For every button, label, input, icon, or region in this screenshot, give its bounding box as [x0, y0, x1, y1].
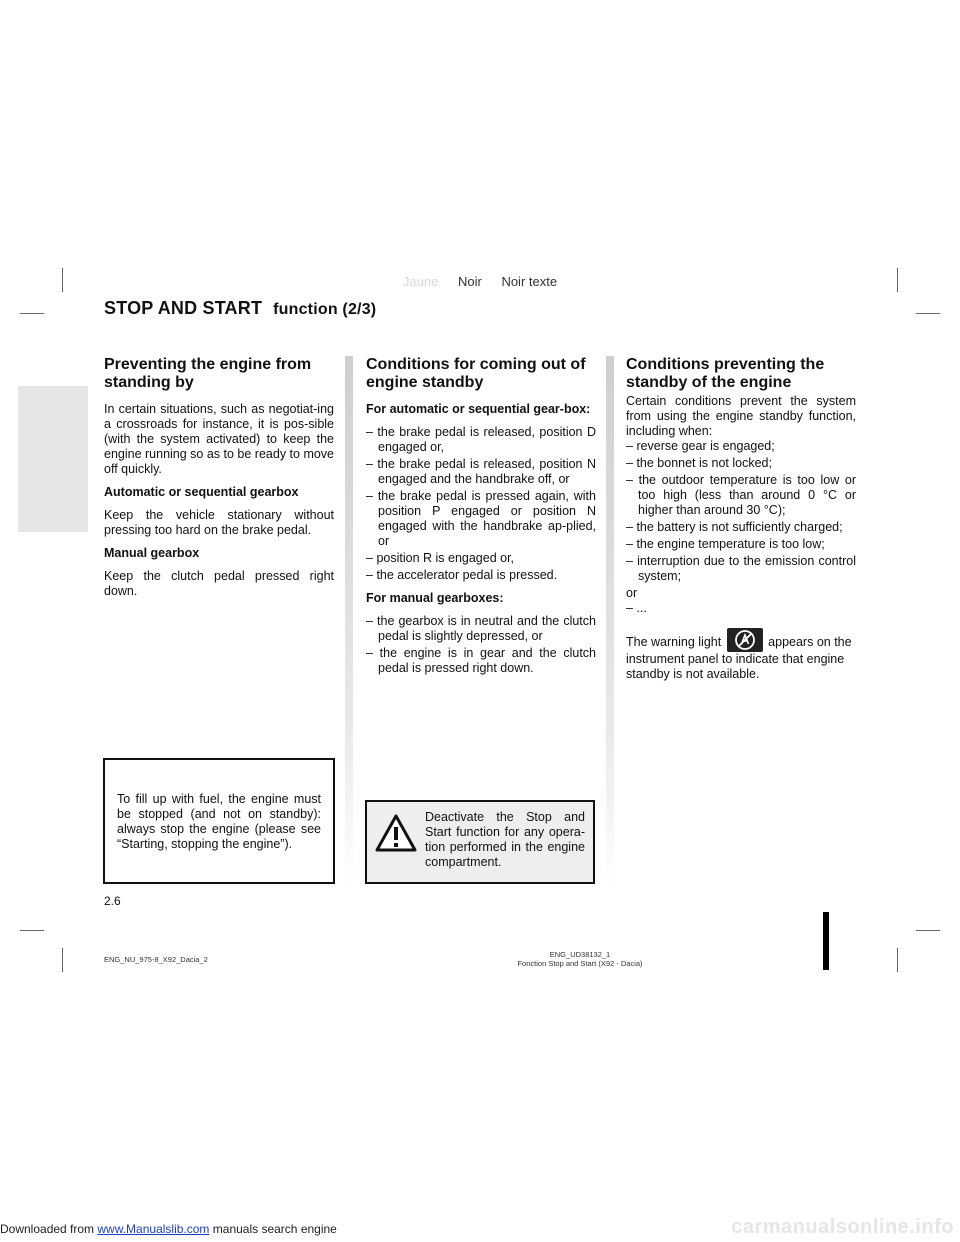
color-registration	[0, 274, 960, 289]
col1-manual-text: Keep the clutch pedal pressed right down.	[104, 569, 334, 598]
list-item: – the engine temperature is too low;	[626, 537, 856, 552]
crop-mark	[916, 313, 940, 314]
col3-ellipsis-list	[626, 601, 856, 616]
color-jaune: Jaune	[402, 274, 439, 289]
footer-right-line2: Fonction Stop and Start (X92 - Dacia)	[517, 959, 643, 968]
crop-mark	[897, 948, 898, 972]
list-item: – ...	[626, 601, 856, 616]
list-item: – the engine is in gear and the clutch pedal is pressed right down.	[366, 646, 596, 676]
column-coming-out-standby	[366, 356, 596, 684]
page-number: 2.6	[104, 894, 121, 908]
color-noir: Noir	[457, 274, 482, 289]
col3-warning-light-text	[626, 628, 856, 682]
col2-manual-list	[366, 614, 596, 676]
list-item: – the brake pedal is released, position N engaged and the handbrake off, or	[366, 457, 596, 487]
col2-auto-list	[366, 425, 596, 583]
warning-text: Deactivate the Stop and Start function for any opera-tion performed in the engine compartment.	[425, 810, 585, 869]
col3-or: or	[626, 586, 638, 600]
list-item: – reverse gear is engaged;	[626, 439, 856, 454]
footer-left: ENG_NU_975-8_X92_Dacia_2	[104, 955, 208, 964]
list-item: – the gearbox is in neutral and the clutch pedal is slightly depressed, or	[366, 614, 596, 644]
col1-heading: Preventing the engine from standing by	[104, 356, 312, 391]
col3-intro: Certain conditions prevent the system from using the engine standby function, including when:	[626, 394, 856, 438]
download-watermark	[0, 1222, 337, 1236]
light-after: appears on the instrument panel to indicate that engine standby is not available.	[626, 635, 852, 681]
light-before: The warning light	[626, 635, 722, 649]
col1-auto-text: Keep the vehicle stationary without pressing too hard on the brake pedal.	[104, 508, 334, 537]
fuel-note-box	[103, 758, 335, 884]
fuel-note-text: To fill up with fuel, the engine must be stopped (and not on standby): always stop the engine (please see “Starting, stopping the engine”).	[117, 792, 321, 851]
color-noir-texte: Noir texte	[501, 274, 558, 289]
col2-heading: Conditions for coming out of engine standby	[366, 356, 586, 391]
section-marker-bar	[823, 912, 829, 970]
stop-start-warning-light-icon	[727, 628, 763, 652]
title-sub: function (2/3)	[273, 301, 377, 318]
manualslib-link[interactable]: www.Manualslib.com	[97, 1222, 210, 1236]
col1-manual-heading: Manual gearbox	[104, 546, 200, 560]
col1-intro: In certain situations, such as negotiat-ing a crossroads for instance, it is pos-sible (with the system activated) to keep the engine running so as to be ready to move off quickly.	[104, 402, 335, 476]
column-divider	[606, 356, 614, 886]
crop-mark	[62, 948, 63, 972]
list-item: – position R is engaged or,	[366, 551, 596, 566]
footer-right-line1: ENG_UD38132_1	[549, 950, 611, 959]
column-divider	[345, 356, 353, 886]
col1-auto-heading: Automatic or sequential gearbox	[104, 485, 299, 499]
list-item: – the battery is not sufficiently charged;	[626, 520, 856, 535]
footer-right	[500, 950, 660, 968]
column-preventing-conditions	[626, 356, 856, 690]
crop-mark	[916, 930, 940, 931]
warning-box	[365, 800, 595, 884]
watermark-suffix: manuals search engine	[209, 1222, 337, 1236]
col3-list	[626, 439, 856, 584]
col3-heading: Conditions preventing the standby of the engine	[626, 356, 825, 391]
list-item: – the brake pedal is pressed again, with position P engaged or position N engaged with the handbrake ap-plied, or	[366, 489, 596, 549]
crop-mark	[20, 313, 44, 314]
list-item: – the accelerator pedal is pressed.	[366, 568, 596, 583]
list-item: – the brake pedal is released, position D engaged or,	[366, 425, 596, 455]
col2-manual-heading: For manual gearboxes:	[366, 591, 504, 605]
site-watermark: carmanualsonline.info	[731, 1216, 954, 1238]
warning-triangle-icon	[375, 814, 417, 852]
list-item: – the bonnet is not locked;	[626, 456, 856, 471]
section-tab	[18, 386, 88, 532]
title-main: STOP AND START	[104, 298, 263, 318]
column-preventing-standby	[104, 356, 334, 607]
watermark-prefix: Downloaded from	[0, 1222, 98, 1236]
list-item: – interruption due to the emission control system;	[626, 554, 856, 584]
col2-auto-heading: For automatic or sequential gear-box:	[366, 402, 591, 416]
list-item: – the outdoor temperature is too low or too high (less than around 0 °C or higher than around 30 °C);	[626, 473, 856, 518]
crop-mark	[20, 930, 44, 931]
page-title	[104, 298, 376, 319]
